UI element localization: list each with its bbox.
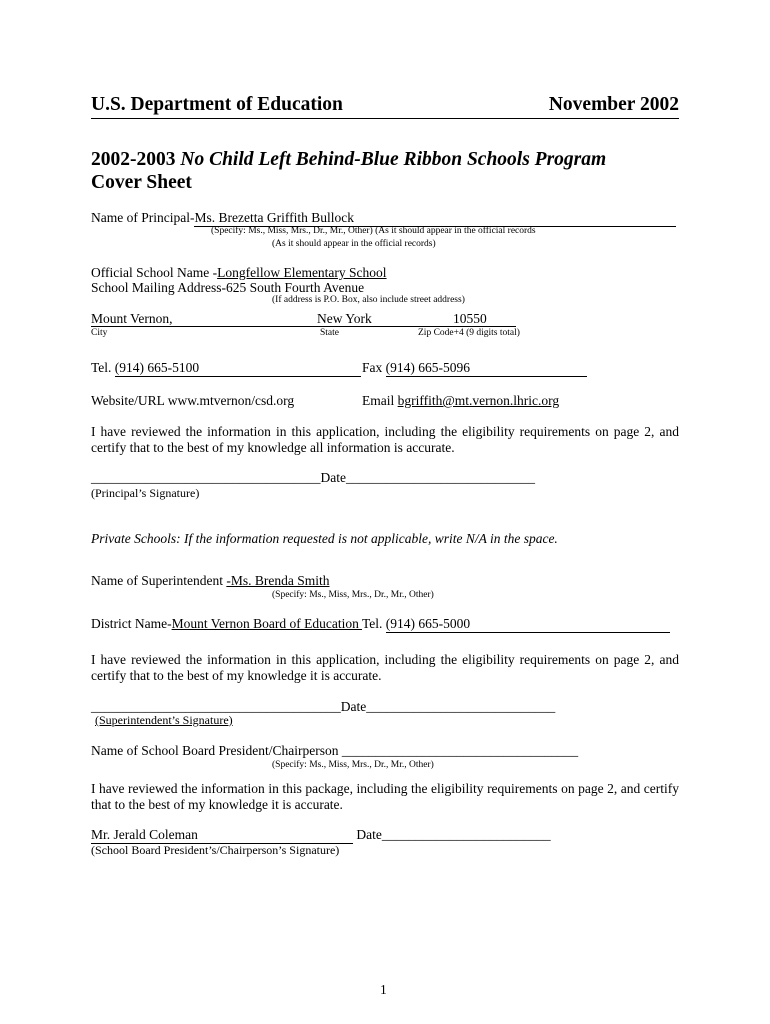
email-row xyxy=(362,393,559,409)
state-label: State xyxy=(320,328,339,338)
board-date-blank[interactable]: _________________________ xyxy=(381,827,551,842)
superintendent-row xyxy=(91,573,329,589)
fax-value: (914) 665-5096 xyxy=(385,360,470,375)
title-subtitle: Cover Sheet xyxy=(91,172,192,193)
document-header xyxy=(91,94,679,119)
fax-field[interactable] xyxy=(386,360,587,377)
superintendent-date-blank[interactable]: ____________________________ xyxy=(366,699,556,714)
address-hint: (If address is P.O. Box, also include street address) xyxy=(272,295,465,305)
school-name-value[interactable]: Longfellow Elementary School xyxy=(217,265,387,280)
superintendent-label: Name of Superintendent xyxy=(91,573,227,588)
city-label: City xyxy=(91,328,108,338)
school-address-label: School Mailing Address- xyxy=(91,280,226,295)
website-value[interactable]: www.mtvernon/csd.org xyxy=(167,393,295,408)
school-name-row xyxy=(91,265,387,281)
title-program: No Child Left Behind-Blue Ribbon Schools Program xyxy=(180,149,607,170)
email-value[interactable]: bgriffith@mt.vernon.lhric.org xyxy=(397,393,560,408)
title-year: 2002-2003 xyxy=(91,149,176,170)
principal-signature-label: (Principal’s Signature) xyxy=(91,486,200,500)
principal-date-blank[interactable]: ____________________________ xyxy=(345,470,535,485)
superintendent-date-label: Date xyxy=(340,699,367,714)
fax-row xyxy=(362,360,587,377)
board-signature-field[interactable] xyxy=(91,827,353,844)
website-label: Website/URL xyxy=(91,393,168,408)
tel-row xyxy=(91,360,361,377)
principal-hint-1: (Specify: Ms., Miss, Mrs., Dr., Mr., Other) (As it should appear in the official records xyxy=(211,226,536,236)
tel-field[interactable] xyxy=(115,360,361,377)
superintendent-signature-blank[interactable]: _____________________________________ xyxy=(91,699,341,714)
school-address-value[interactable]: 625 South Fourth Avenue xyxy=(226,280,365,295)
district-value[interactable]: Mount Vernon Board of Education xyxy=(171,616,362,631)
agency-name: U.S. Department of Education xyxy=(91,94,343,115)
superintendent-certification: I have reviewed the information in this application, including the eligibility requirements on page 2, and certify that to the best of my knowledge it is accurate. xyxy=(91,652,679,683)
principal-name-row xyxy=(91,210,681,227)
board-president-row xyxy=(91,743,578,759)
document-title xyxy=(91,148,606,194)
district-tel-label: Tel. xyxy=(361,616,386,631)
superintendent-hint: (Specify: Ms., Miss, Mrs., Dr., Mr., Other) xyxy=(272,590,434,600)
principal-date-label: Date xyxy=(320,470,346,485)
page-number: 1 xyxy=(380,982,387,997)
district-tel-value: (914) 665-5000 xyxy=(385,616,471,631)
school-name-label: Official School Name - xyxy=(91,265,218,280)
tel-label: Tel. xyxy=(91,360,115,375)
superintendent-signature-label: (Superintendent’s Signature) xyxy=(95,713,233,727)
superintendent-value[interactable]: -Ms. Brenda Smith xyxy=(226,573,330,588)
board-certification: I have reviewed the information in this package, including the eligibility requirements on page 2, and certify that to the best of my knowledge it is accurate. xyxy=(91,781,679,812)
board-signature-row xyxy=(91,827,551,844)
principal-signature-blank[interactable]: __________________________________ xyxy=(91,470,321,485)
website-row xyxy=(91,393,294,409)
principal-signature-row xyxy=(91,470,535,486)
city-state-zip-line[interactable] xyxy=(91,311,516,327)
district-row xyxy=(91,616,670,633)
email-label: Email xyxy=(362,393,398,408)
board-signature-name: Mr. Jerald Coleman xyxy=(91,827,198,842)
principal-name-field[interactable] xyxy=(194,210,676,227)
principal-name-value: Ms. Brezetta Griffith Bullock xyxy=(194,210,354,225)
zip-value: 10550 xyxy=(453,311,487,326)
state-value: New York xyxy=(317,311,372,326)
tel-value: (914) 665-5100 xyxy=(114,360,200,375)
zip-label: Zip Code+4 (9 digits total) xyxy=(418,328,520,338)
school-address-row xyxy=(91,280,364,296)
city-value: Mount Vernon, xyxy=(91,311,173,326)
board-president-hint: (Specify: Ms., Miss, Mrs., Dr., Mr., Other) xyxy=(272,760,434,770)
board-date-label: Date xyxy=(353,827,382,842)
board-president-label: Name of School Board President/Chairperson xyxy=(91,743,342,758)
private-schools-note: Private Schools: If the information requested is not applicable, write N/A in the space. xyxy=(91,531,558,546)
district-label: District Name- xyxy=(91,616,172,631)
principal-label: Name of Principal- xyxy=(91,210,195,225)
district-tel-field[interactable] xyxy=(386,616,670,633)
header-date: November 2002 xyxy=(548,94,679,115)
principal-hint-2: (As it should appear in the official records) xyxy=(272,239,436,249)
fax-label: Fax xyxy=(362,360,386,375)
principal-certification: I have reviewed the information in this application, including the eligibility requirements on page 2, and certify that to the best of my knowledge all information is accurate. xyxy=(91,424,679,455)
board-president-blank[interactable]: ___________________________________ xyxy=(341,743,579,758)
board-signature-label: (School Board President’s/Chairperson’s Signature) xyxy=(91,843,340,857)
